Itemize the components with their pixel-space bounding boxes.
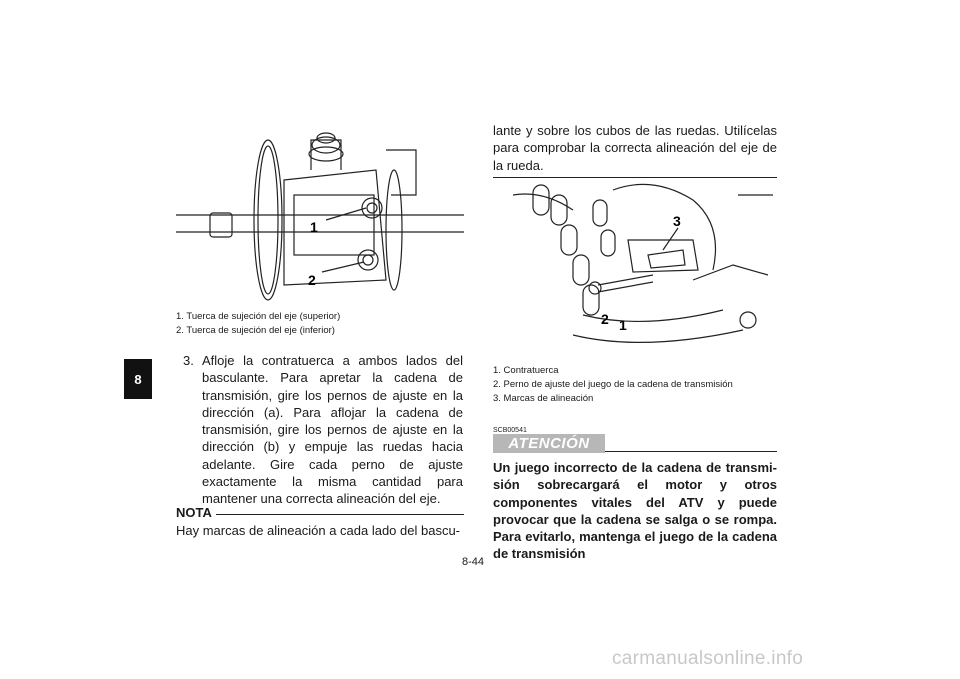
column2-paragraph: lante y sobre los cubos de las ruedas. Utilícelas para comprobar la correcta alineación del eje de la rueda. xyxy=(493,123,777,173)
figure2-caption xyxy=(493,364,733,406)
callout-2: 2 xyxy=(601,311,609,327)
nota-text: Hay marcas de alineación a cada lado del bascu- xyxy=(176,523,461,538)
reference-code: SCB00541 xyxy=(493,427,527,434)
attention-label: ATENCIÓN xyxy=(508,435,590,452)
nota-heading xyxy=(176,505,464,520)
attention-rule xyxy=(605,451,777,452)
attention-badge xyxy=(493,434,605,453)
caption-item: 1. Contratuerca xyxy=(493,365,559,376)
section-divider xyxy=(493,177,777,178)
attention-header xyxy=(493,434,777,454)
callout-2: 2 xyxy=(308,272,316,288)
step-3 xyxy=(183,352,463,508)
caption-item: 2. Perno de ajuste del juego de la cadena de transmisión xyxy=(493,379,733,390)
caption-item: 1. Tuerca de sujeción del eje (superior) xyxy=(176,311,341,322)
axle-nut-illustration xyxy=(176,120,464,305)
attention-text: Un juego incorrecto de la cadena de transmisión sobrecargará el motor y otros componentes vitales del ATV y puede provocar que la cadena se salga o se rompa. Para evitarlo, mantenga el juego de la cadena de transmisión xyxy=(493,460,777,562)
watermark: carmanualsonline.info xyxy=(612,648,804,669)
nota-label: NOTA xyxy=(176,505,212,520)
callout-1: 1 xyxy=(310,219,318,235)
chapter-tab xyxy=(124,359,152,399)
callout-1: 1 xyxy=(619,317,627,333)
page-number: 8-44 xyxy=(462,556,485,568)
caption-item: 2. Tuerca de sujeción del eje (inferior) xyxy=(176,325,335,336)
chain-adjuster-illustration xyxy=(493,180,777,355)
callout-3: 3 xyxy=(673,213,681,229)
step-text: Afloje la contratuerca a ambos lados del basculante. Para apretar la cadena de transmisión, gire los pernos de ajuste en la dirección (a). Para aflojar la cadena de transmisión, gire los pernos de ajuste en la dirección (b) y empuje las ruedas hacia adelante. Gire cada perno de ajuste exactamente la misma cantidad para mantener una correcta alineación del eje. xyxy=(202,353,463,507)
caption-item: 3. Marcas de alineación xyxy=(493,393,594,404)
chapter-number: 8 xyxy=(134,371,142,387)
nota-rule xyxy=(216,514,464,515)
step-number: 3. xyxy=(183,353,194,368)
figure1-caption xyxy=(176,310,340,338)
